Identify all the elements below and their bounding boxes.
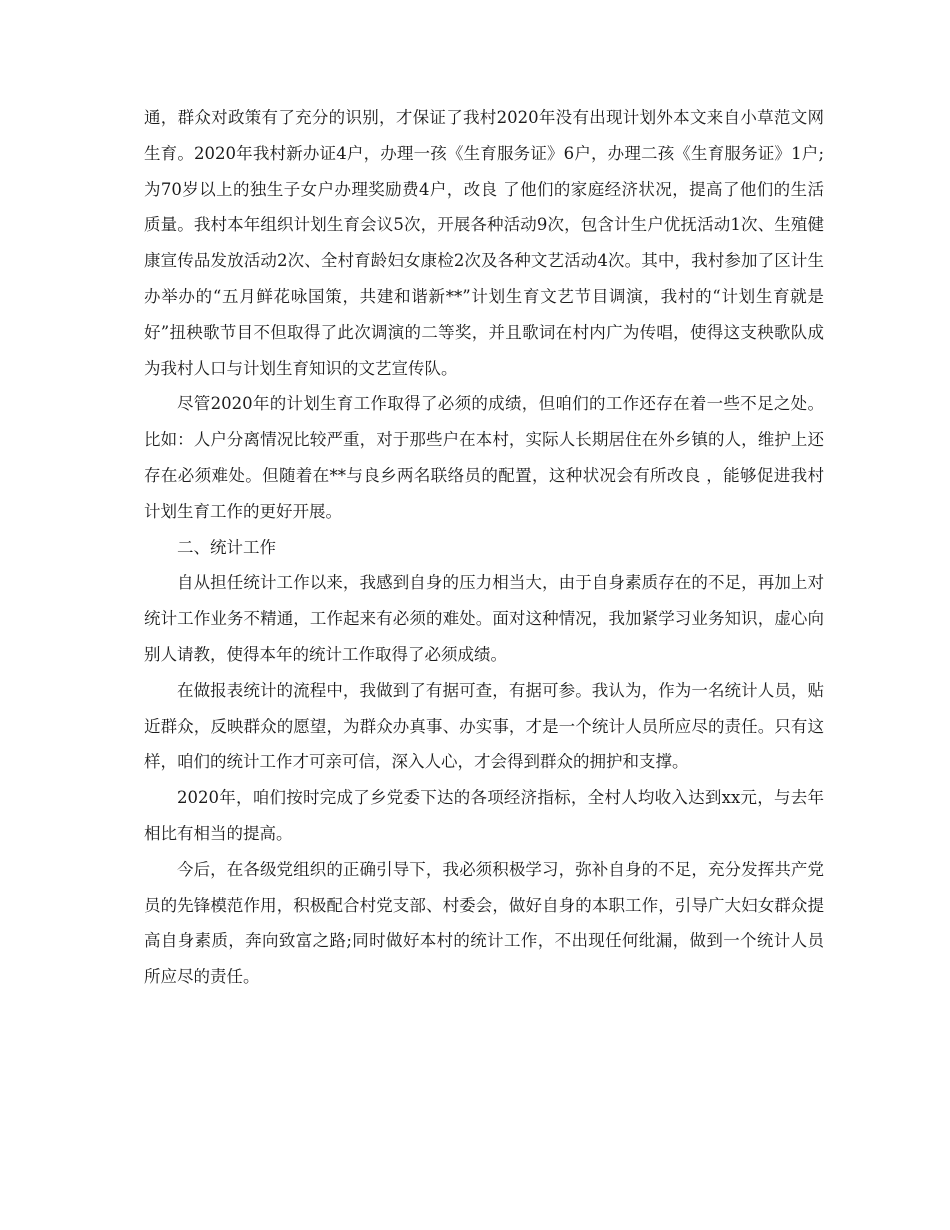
paragraph-family-planning-results: 通，群众对政策有了充分的识别，才保证了我村2020年没有出现计划外本文来自小草范文网生育。2020年我村新办证4户，办理一孩《生育服务证》6户，办理二孩《生育服务证》1户;为70岁以上的独生子女户办理奖励费4户，改良 了他们的家庭经济状况，提高了他们的生活质量。我村本年组织计划生育会议5次，开展各种活动9次，包含计生户优抚活动1次、生殖健康宣传品发放活动2次、全村育龄妇女康检2次及各种文艺活动4次。其中，我村参加了区计生办举办的“五月鲜花咏国策，共建和谐新**”计划生育文艺节目调演，我村的“计划生育就是好”扭秧歌节目不但取得了此次调演的二等奖，并且歌词在村内广为传唱，使得这支秧歌队成为我村人口与计划生育知识的文艺宣传队。 (144, 108, 824, 378)
document-page (144, 100, 824, 995)
paragraph-reporting-process: 在做报表统计的流程中，我做到了有据可查，有据可参。我认为，作为一名统计人员，贴近群众，反映群众的愿望，为群众办真事、办实事，才是一个统计人员所应尽的责任。只有这样，咱们的统计工作才可亲可信，深入人心，才会得到群众的拥护和支撑。 (144, 680, 824, 772)
section-heading-statistics: 二、统计工作 (177, 537, 276, 557)
paragraph-economic-indicators: 2020年，咱们按时完成了乡党委下达的各项经济指标，全村人均收入达到xx元，与去年相比有相当的提高。 (144, 788, 824, 843)
paragraph-shortcomings: 尽管2020年的计划生育工作取得了必须的成绩，但咱们的工作还存在着一些不足之处。比如：人户分离情况比较严重，对于那些户在本村，实际人长期居住在外乡镇的人，维护上还存在必须难处。但随着在**与良乡两名联络员的配置，这种状况会有所改良 ，能够促进我村计划生育工作的更好开展。 (144, 394, 824, 521)
paragraph-statistics-intro: 自从担任统计工作以来，我感到自身的压力相当大，由于自身素质存在的不足，再加上对统计工作业务不精通，工作起来有必须的难处。面对这种情况，我加紧学习业务知识，虚心向别人请教，使得本年的统计工作取得了必须成绩。 (144, 573, 824, 664)
paragraph-future-plans: 今后，在各级党组织的正确引导下，我必须积极学习，弥补自身的不足，充分发挥共产党员的先锋模范作用，积极配合村党支部、村委会，做好自身的本职工作，引导广大妇女群众提高自身素质，奔向致富之路;同时做好本村的统计工作，不出现任何纰漏，做到一个统计人员所应尽的责任。 (144, 859, 824, 987)
